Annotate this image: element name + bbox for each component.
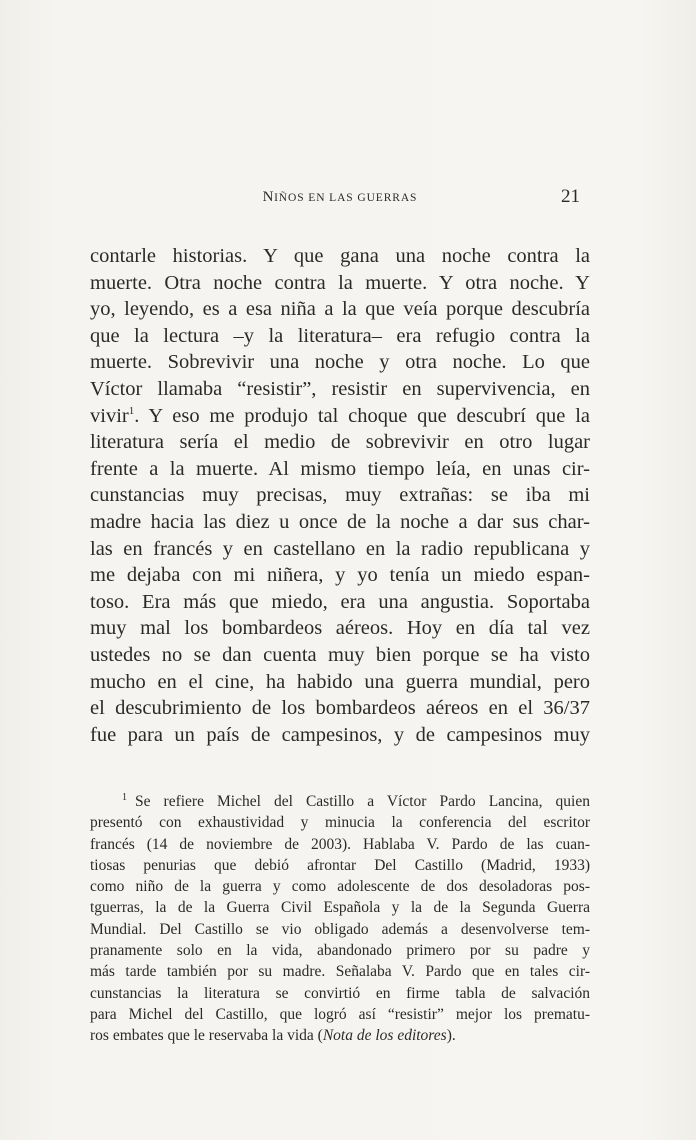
body-line: toso. Era más que miedo, era una angustia. Soportaba xyxy=(90,590,590,613)
body-line: literatura sería el medio de sobrevivir en otro lugar xyxy=(90,431,590,454)
body-line: que la lectura –y la literatura– era refugio contra la xyxy=(90,324,590,347)
footnote-line: pranamente solo en la vida, abandonado primero por su padre y xyxy=(90,942,590,960)
body-line: frente a la muerte. Al mismo tiempo leía, en unas cir- xyxy=(90,457,590,480)
footnote-line: tguerras, la de la Guerra Civil Española y la de la Segunda Guerra xyxy=(90,899,590,917)
footnote-marker: 1 xyxy=(122,791,127,803)
footnote-line: francés (14 de noviembre de 2003). Hablaba V. Pardo de las cuan- xyxy=(90,835,590,853)
body-line: las en francés y en castellano en la radio republicana y xyxy=(90,537,590,560)
footnote-line: más tarde también por su madre. Señalaba V. Pardo que en tales cir- xyxy=(90,963,590,981)
footnote-text: ). xyxy=(446,1027,456,1045)
body-line: Víctor llamaba “resistir”, resistir en supervivencia, en xyxy=(90,377,590,400)
body-line: muerte. Otra noche contra la muerte. Y otra noche. Y xyxy=(90,271,590,294)
footnote-line: presentó con exhaustividad y minucia la conferencia del escritor xyxy=(90,814,590,832)
running-title-rest-2: EN LAS GUERRAS xyxy=(304,192,418,204)
body-line: ustedes no se dan cuenta muy bien porque se ha visto xyxy=(90,643,590,666)
footnote-reference: 1 xyxy=(128,404,135,417)
body-line: cunstancias muy precisas, muy extrañas: se iba mi xyxy=(90,484,590,507)
footnote-line: como niño de la guerra y como adolescente de dos desoladoras pos- xyxy=(90,878,590,896)
running-title-initial: N xyxy=(262,189,275,205)
editors-note: Nota de los editores xyxy=(322,1027,447,1045)
footnote-line: Mundial. Del Castillo se vio obligado además a desenvolverse tem- xyxy=(90,920,590,938)
body-line: mucho en el cine, ha habido una guerra mundial, pero xyxy=(90,670,590,693)
footnote-line: cunstancias la literatura se convirtió en firme tabla de salvación xyxy=(90,984,590,1002)
running-head xyxy=(90,186,590,210)
body-line: contarle historias. Y que gana una noche contra la xyxy=(90,245,590,267)
body-line-start: vivir xyxy=(90,404,129,427)
body-line: madre hacia las diez u once de la noche a dar sus char- xyxy=(90,510,590,533)
body-line: me dejaba con mi niñera, y yo tenía un miedo espan- xyxy=(90,564,590,587)
body-line: el descubrimiento de los bombardeos aéreos en el 36/37 xyxy=(90,697,590,720)
running-title xyxy=(90,189,590,206)
body-line: fue para un país de campesinos, y de campesinos muy xyxy=(90,723,590,746)
footnote-text: Se refiere Michel del Castillo a Víctor Pardo Lancina, quien xyxy=(135,793,590,810)
running-title-rest: IÑOS xyxy=(274,192,305,204)
footnote-line: para Michel del Castillo, que logró así “resistir” mejor los prematu- xyxy=(90,1005,590,1023)
body-line-with-footnote-ref xyxy=(90,403,590,430)
footnote-line: tiosas penurias que debió afrontar Del Castillo (Madrid, 1933) xyxy=(90,856,590,874)
footnote-text: ros embates que le reservaba la vida ( xyxy=(90,1027,323,1045)
body-line: yo, leyendo, es a esa niña a la que veía porque descubría xyxy=(90,298,590,321)
body-line-end: . Y eso me produjo tal choque que descubrí que la xyxy=(134,404,590,427)
footnote xyxy=(90,791,590,1047)
body-line: muerte. Sobrevivir una noche y otra noche. Lo que xyxy=(90,351,590,374)
body-line: muy mal los bombardeos aéreos. Hoy en día tal vez xyxy=(90,617,590,640)
footnote-line xyxy=(90,791,590,812)
page-number: 21 xyxy=(561,186,580,207)
footnote-line xyxy=(90,1025,590,1046)
body-text xyxy=(90,243,590,748)
